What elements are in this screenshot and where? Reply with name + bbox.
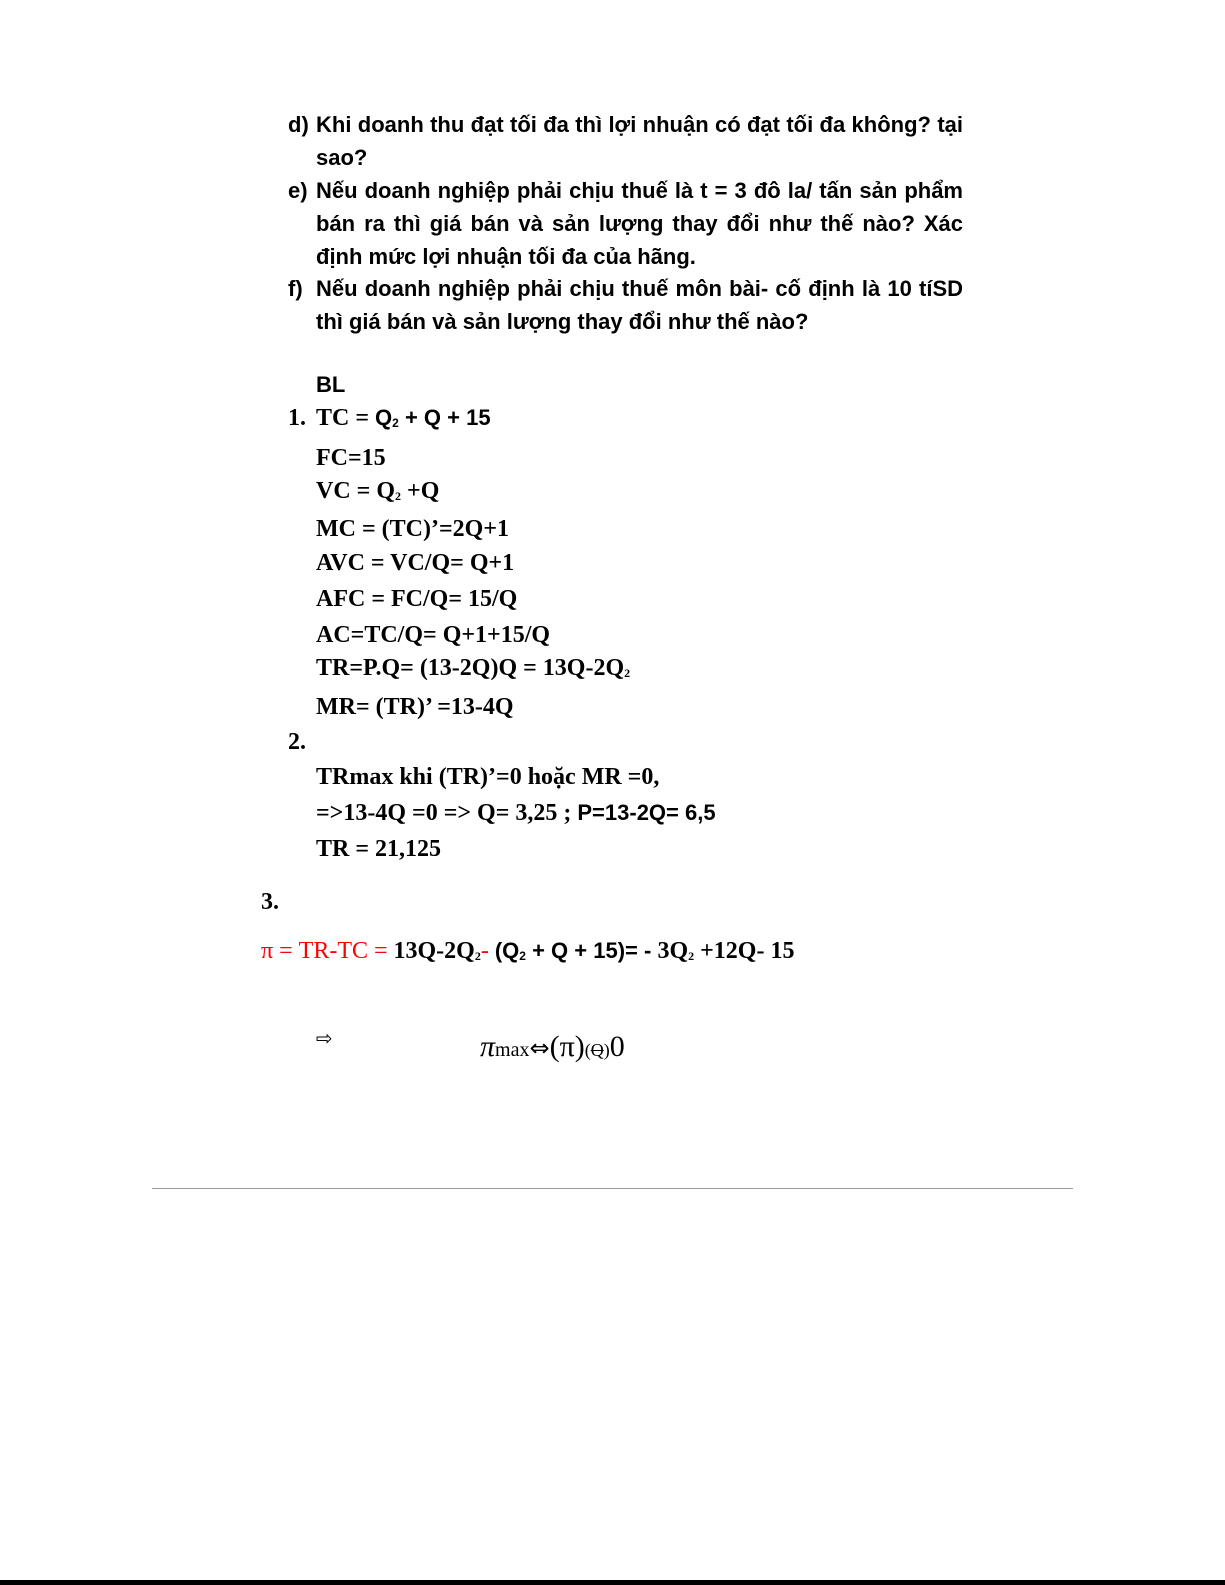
profit-sub2: 2	[519, 949, 526, 963]
max-condition-formula	[480, 1030, 625, 1064]
page-divider	[152, 1188, 1073, 1189]
formula-small-open: (	[584, 1040, 591, 1060]
mc-formula: MC = (TC)’=2Q+1	[316, 516, 509, 542]
formula-zero: 0	[609, 1030, 625, 1063]
profit-c: (Q	[494, 938, 520, 963]
tc-rest: + Q + 15	[398, 405, 491, 430]
vc-formula	[316, 478, 439, 505]
question-f-label: f)	[288, 276, 303, 301]
afc-formula: AFC = FC/Q= 15/Q	[316, 586, 518, 612]
question-f	[288, 272, 963, 338]
page-bottom-edge	[0, 1580, 1225, 1585]
solve-q-b: P=13-2Q= 6,5	[577, 800, 716, 825]
question-d	[288, 108, 963, 174]
formula-paren: (π)	[549, 1030, 585, 1063]
question-f-text: Nếu doanh nghiệp phải chịu thuế môn bài- cố định là 10 tíSD thì giá bán và sản lượng thay đổi như thế nào?	[316, 276, 963, 334]
trmax-condition: TRmax khi (TR)’=0 hoặc MR =0,	[316, 764, 660, 790]
profit-red: π = TR-TC =	[261, 938, 394, 964]
formula-max: max	[495, 1039, 530, 1061]
question-e	[288, 174, 963, 273]
question-e-text: Nếu doanh nghiệp phải chịu thuế là t = 3 đô la/ tấn sản phẩm bán ra thì giá bán và sản lượng thay đổi như thế nào? Xác định mức lợi nhuận tối đa của hãng.	[316, 178, 963, 269]
question-d-text: Khi doanh thu đạt tối đa thì lợi nhuận có đạt tối đa không? tại sao?	[316, 112, 963, 170]
tc-sub: 2	[392, 416, 399, 430]
profit-f: +12Q- 15	[694, 938, 795, 964]
solve-q-a: =>13-4Q =0 => Q= 3,25 ;	[316, 800, 578, 826]
question-d-label: d)	[288, 112, 309, 137]
avc-formula: AVC = VC/Q= Q+1	[316, 550, 515, 576]
part1-number: 1.	[288, 405, 306, 431]
question-e-label: e)	[288, 178, 308, 203]
vc-a: VC = Q	[316, 478, 396, 504]
formula-pi: π	[480, 1030, 496, 1063]
vc-b: +Q	[401, 478, 440, 504]
profit-formula	[261, 938, 794, 965]
part2-number: 2.	[288, 729, 306, 755]
profit-d: + Q + 15)= -	[525, 938, 658, 963]
solution-heading: BL	[316, 372, 346, 397]
formula-iff: ⇔	[529, 1034, 550, 1062]
profit-b: 13Q-2Q	[393, 938, 475, 964]
mr-formula: MR= (TR)’ =13-4Q	[316, 694, 514, 720]
vc-sub: 2	[395, 489, 402, 503]
tr-sub: 2	[624, 666, 631, 680]
implies-arrow-icon: ⇨	[316, 1028, 333, 1050]
solve-q	[316, 800, 716, 827]
tc-formula	[316, 405, 491, 432]
tc-label: TC =	[316, 405, 376, 431]
tr-a: TR=P.Q= (13-2Q)Q = 13Q-2Q	[316, 655, 625, 681]
formula-q: Q	[590, 1040, 604, 1060]
tc-q: Q	[375, 405, 393, 430]
tr-value: TR = 21,125	[316, 836, 442, 862]
formula-small-close: )	[603, 1040, 610, 1060]
ac-formula: AC=TC/Q= Q+1+15/Q	[316, 622, 551, 648]
profit-sub3: 2	[688, 949, 695, 963]
tr-formula	[316, 655, 630, 682]
profit-e: 3Q	[657, 938, 689, 964]
part3-number: 3.	[261, 889, 279, 915]
profit-red2: -	[480, 938, 495, 964]
fc-formula: FC=15	[316, 445, 386, 471]
profit-sub1: 2	[474, 949, 481, 963]
